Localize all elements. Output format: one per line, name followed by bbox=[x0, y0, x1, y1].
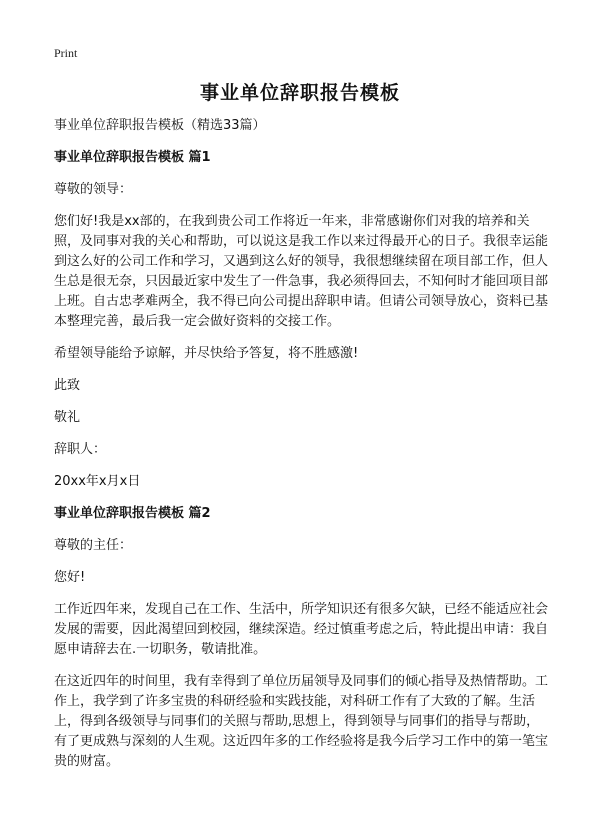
body-paragraph: 您们好!我是xx部的，在我到贵公司工作将近一年来，非常感谢你们对我的培养和关照，及同事对我的关心和帮助，可以说这是我工作以来过得最开心的日子。我很幸运能到这么好的公司工作和学习，又遇到这么好的领导，我很想继续留在项目部工作，但人生总是很无奈，只因最近家中发生了一件急事，我必须得回去，不知何时才能回项目部上班。自古忠孝难两全，我不得已向公司提出辞职申请。但请公司领导放心，资料已基本整理完善，最后我一定会做好资料的交接工作。 bbox=[54, 214, 549, 329]
closing-line: 此致 bbox=[54, 378, 81, 393]
greeting-line: 您好! bbox=[54, 570, 86, 585]
salutation: 尊敬的主任： bbox=[54, 538, 133, 553]
body-paragraph: 工作近四年来，发现自己在工作、生活中，所学知识还有很多欠缺，已经不能适应社会发展的需要，因此渴望回到校园，继续深造。经过慎重考虑之后，特此提出申请：我自愿申请辞去在.一切职务，敬请批准。 bbox=[54, 602, 549, 657]
salutation: 尊敬的领导： bbox=[54, 182, 133, 197]
closing-line: 敬礼 bbox=[54, 410, 81, 425]
section-heading: 事业单位辞职报告模板 篇1 bbox=[54, 150, 211, 165]
document-body bbox=[54, 116, 550, 784]
signature-line: 辞职人： bbox=[54, 442, 107, 457]
body-paragraph: 在这近四年的时间里，我有幸得到了单位历届领导及同事们的倾心指导及热情帮助。工作上，我学到了许多宝贵的科研经验和实践技能，对科研工作有了大致的了解。生活上，得到各级领导与同事们的关照与帮助,思想上，得到领导与同事们的指导与帮助，有了更成熟与深刻的人生观。这近四年多的工作经验将是我今后学习工作中的第一笔宝贵的财富。 bbox=[54, 674, 549, 769]
print-label: Print bbox=[54, 46, 78, 60]
page-title: 事业单位辞职报告模板 bbox=[199, 82, 400, 104]
date-line: 20xx年x月x日 bbox=[54, 474, 141, 489]
body-paragraph: 希望领导能给予谅解，并尽快给予答复，将不胜感激! bbox=[54, 346, 359, 361]
section-heading: 事业单位辞职报告模板 篇2 bbox=[54, 506, 211, 521]
document-subtitle: 事业单位辞职报告模板（精选33篇） bbox=[54, 118, 266, 133]
